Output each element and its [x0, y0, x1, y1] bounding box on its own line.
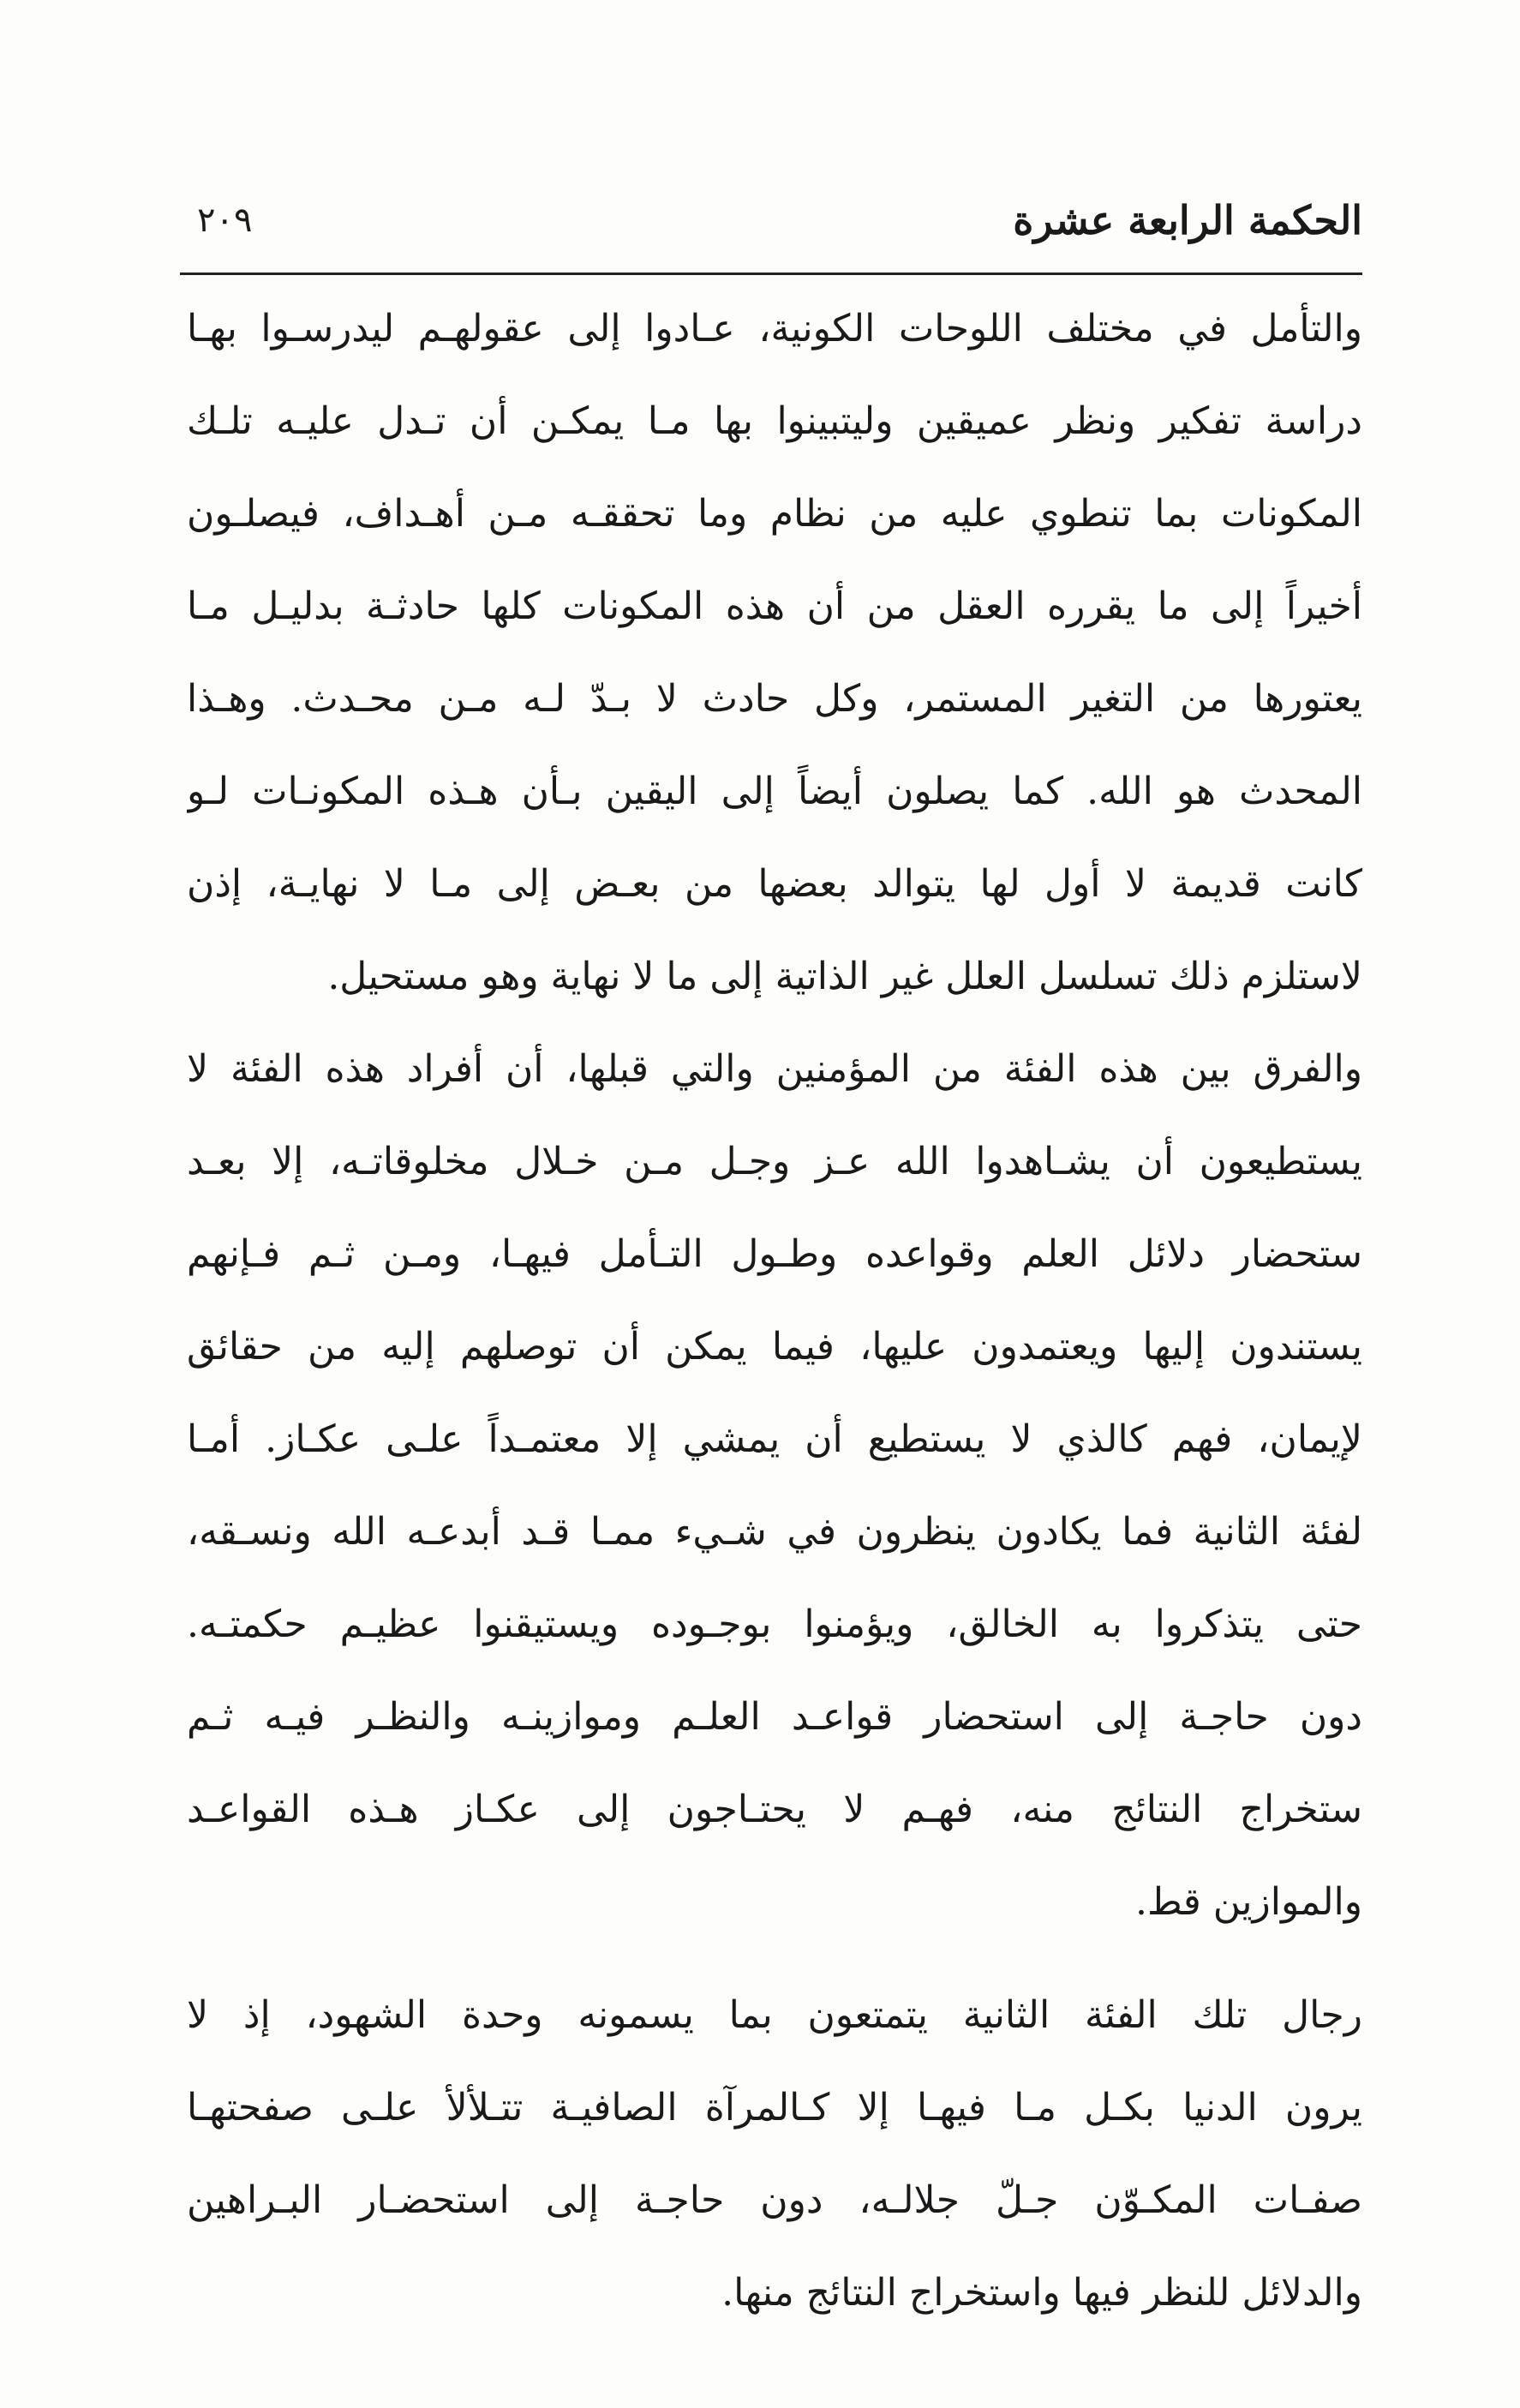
text-line: والدلائل للنظر فيها واستخراج النتائج منها. [721, 2271, 1362, 2315]
text-line: صفـات المكـوّن جـلّ جلالـه، دون حاجـة إلى استحضـار البـراهين [187, 2178, 1362, 2222]
text-line: لإيمان، فهم كالذي لا يستطيع أن يمشي إلا معتمـداً علـى عكـاز. أمـا [187, 1417, 1362, 1461]
text-line: رجال تلك الفئة الثانية يتمتعون بما يسمونه وحدة الشهود، إذ لا [187, 1993, 1362, 2037]
text-line: المكونات بما تنطوي عليه من نظام وما تحققـه مـن أهـداف، فيصلـون [187, 492, 1362, 536]
text-line: والفرق بين هذه الفئة من المؤمنين والتي قبلها، أن أفراد هذه الفئة لا [187, 1047, 1362, 1091]
text-line: لفئة الثانية فما يكادون ينظرون في شـيء ممـا قـد أبدعـه الله ونسـقه، [187, 1510, 1362, 1554]
paragraph-2 [187, 1023, 1362, 1949]
text-line: يستندون إليها ويعتمدون عليها، فيما يمكن أن توصلهم إليه من حقائق [187, 1325, 1362, 1369]
page-header [180, 190, 1362, 250]
text-line: المحدث هو الله. كما يصلون أيضاً إلى اليقين بـأن هـذه المكونـات لـو [187, 770, 1362, 813]
text-line: دون حاجـة إلى استحضار قواعـد العلـم وموازينـه والنظـر فيـه ثـم [187, 1695, 1362, 1739]
text-line: ستحضار دلائل العلم وقواعده وطـول التـأمل فيهـا، ومـن ثـم فـإنهم [187, 1232, 1362, 1276]
text-line: يستطيعون أن يشـاهدوا الله عـز وجـل مـن خـلال مخلوقاتـه، إلا بعـد [187, 1140, 1362, 1183]
page-number: ٢٠٩ [197, 201, 253, 240]
text-line: يرون الدنيا بكـل مـا فيهـا إلا كـالمرآة الصافيـة تتـلألأ علـى صفحتهـا [187, 2086, 1362, 2129]
paragraph-gap [187, 1949, 1362, 1969]
text-line: والموازين قط. [1134, 1880, 1362, 1924]
text-line: حتى يتذكروا به الخالق، ويؤمنوا بوجـوده ويستيقنوا عظيـم حكمتـه. [187, 1602, 1362, 1646]
header-rule [180, 273, 1362, 275]
paragraph-1 [187, 283, 1362, 1023]
text-line: لاستلزم ذلك تسلسل العلل غير الذاتية إلى ما لا نهاية وهو مستحيل. [327, 955, 1362, 998]
text-line: دراسة تفكير ونظر عميقين وليتبينوا بها مـا يمكـن أن تـدل عليـه تلـك [187, 399, 1362, 443]
text-line: أخيراً إلى ما يقرره العقل من أن هذه المكونات كلها حادثـة بدليـل مـا [187, 584, 1362, 628]
body-text [187, 283, 1362, 2339]
paragraph-3 [187, 1969, 1362, 2339]
running-title: الحكمة الرابعة عشرة [1013, 197, 1362, 243]
text-line: كانت قديمة لا أول لها يتوالد بعضها من بعـض إلى مـا لا نهايـة، إذن [187, 862, 1362, 906]
text-line: والتأمل في مختلف اللوحات الكونية، عـادوا إلى عقولهـم ليدرسـوا بهـا [187, 307, 1362, 350]
text-line: يعتورها من التغير المستمر، وكل حادث لا بـدّ لـه مـن محـدث. وهـذا [187, 677, 1362, 721]
text-line: ستخراج النتائج منه، فهـم لا يحتـاجون إلى عكـاز هـذه القواعـد [187, 1788, 1362, 1831]
